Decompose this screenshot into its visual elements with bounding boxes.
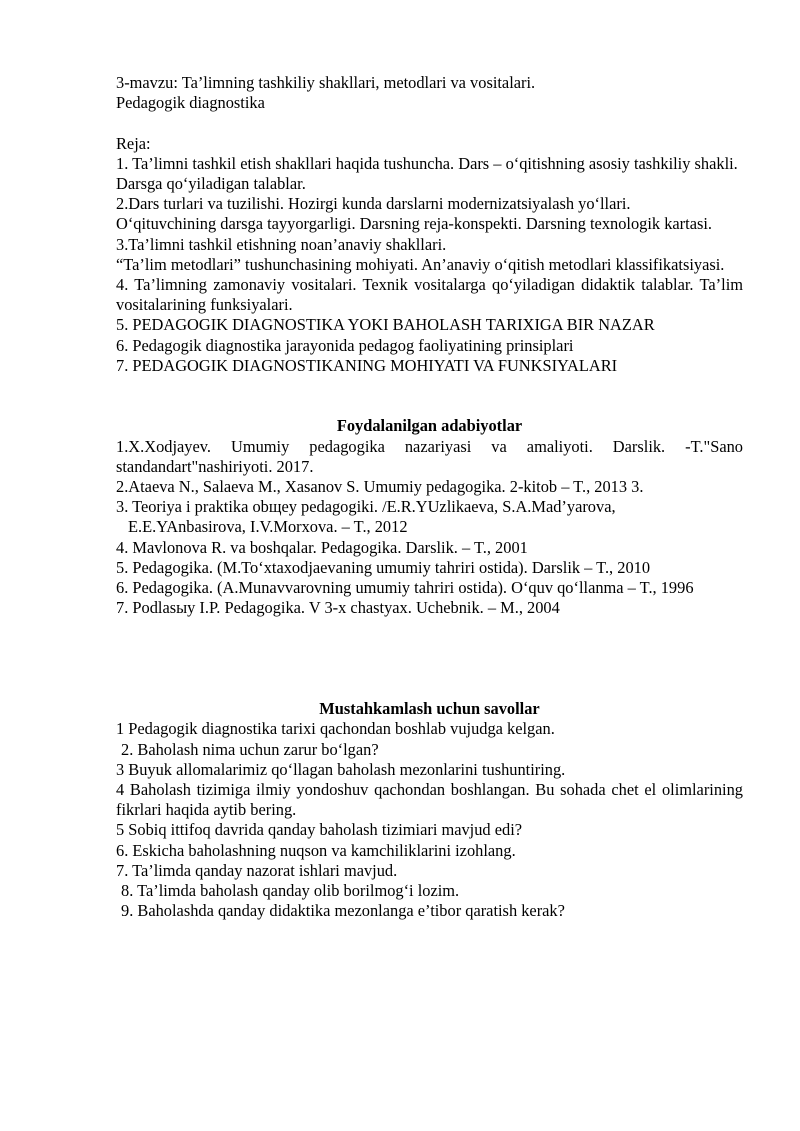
- question-item: 5 Sobiq ittifoq davrida qanday baholash tizimiari mavjud edi?: [116, 820, 523, 840]
- plan-item: 7. PEDAGOGIK DIAGNOSTIKANING MOHIYATI VA FUNKSIYALARI: [116, 355, 618, 375]
- spacer: [116, 639, 743, 659]
- spacer: [116, 396, 743, 416]
- question-item: 1 Pedagogik diagnostika tarixi qachondan boshlab vujudga kelgan.: [116, 719, 555, 739]
- plan-item: 5. PEDAGOGIK DIAGNOSTIKA YOKI BAHOLASH TARIXIGA BIR NAZAR: [116, 315, 655, 335]
- reference-item: 7. Podlasыy I.P. Pedagogika. V 3-x chastyax. Uchebnik. – M., 2004: [116, 598, 560, 618]
- spacer: [116, 618, 743, 638]
- plan-heading: Reja:: [116, 133, 151, 153]
- question-item: 9. Baholashda qanday didaktika mezonlanga e’tibor qaratish kerak?: [121, 901, 565, 921]
- questions-heading: Mustahkamlash uchun savollar: [319, 699, 540, 719]
- topic-subtitle: Pedagogik diagnostika: [116, 93, 265, 113]
- reference-item: 1.X.Xodjayev. Umumiy pedagogika nazariyasi va amaliyoti. Darslik. -T."Sano standandart"nashiriyoti. 2017.: [116, 436, 743, 476]
- plan-item: O‘qituvchining darsga tayyorgarligi. Darsning reja-konspekti. Darsning texnologik kartasi.: [116, 214, 713, 234]
- reference-item: 5. Pedagogika. (M.To‘xtaxodjaevaning umumiy tahriri ostida). Darslik – T., 2010: [116, 557, 651, 577]
- question-item: 4 Baholash tizimiga ilmiy yondoshuv qachondan boshlangan. Bu sohada chet el olimlarining fikrlari haqida aytib bering.: [116, 780, 743, 820]
- reference-item: 4. Mavlonova R. va boshqalar. Pedagogika. Darslik. – T., 2001: [116, 537, 528, 557]
- spacer: [116, 659, 743, 679]
- question-item: 8. Ta’limda baholash qanday olib borilmog‘i lozim.: [121, 881, 460, 901]
- question-item: 2. Baholash nima uchun zarur bo‘lgan?: [121, 739, 379, 759]
- reference-item: 2.Ataeva N., Salaeva M., Xasanov S. Umumiy pedagogika. 2-kitob – T., 2013 3.: [116, 477, 644, 497]
- spacer: [116, 376, 743, 396]
- plan-item: 4. Ta’limning zamonaviy vositalari. Texnik vositalarga qo‘yiladigan didaktik talablar. Ta’lim vositalarining funksiyalari.: [116, 275, 743, 315]
- question-item: 7. Ta’limda qanday nazorat ishlari mavjud.: [116, 860, 398, 880]
- plan-item: 1. Ta’limni tashkil etish shakllari haqida tushuncha. Dars – o‘qitishning asosiy tashkiliy shakli. Darsga qo‘yiladigan talablar.: [116, 153, 738, 193]
- topic-title: 3-mavzu: Ta’limning tashkiliy shakllari, metodlari va vositalari.: [116, 73, 536, 92]
- plan-item: 2.Dars turlari va tuzilishi. Hozirgi kunda darslarni modernizatsiyalash yo‘llari.: [116, 194, 631, 214]
- reference-item: E.E.YAnbasirova, I.V.Morxova. – T., 2012: [128, 517, 408, 537]
- reference-item: 3. Teoriya i praktika obщeу pedagogiki. /E.R.YUzlikaeva, S.A.Mad’yarova,: [116, 497, 616, 517]
- question-item: 3 Buyuk allomalarimiz qo‘llagan baholash mezonlarini tushuntiring.: [116, 759, 566, 779]
- spacer: [116, 679, 743, 699]
- plan-item: “Ta’lim metodlari” tushunchasining mohiyati. An’anaviy o‘qitish metodlari klassifikatsiyasi.: [116, 254, 725, 274]
- reference-item: 6. Pedagogika. (A.Munavvarovning umumiy tahriri ostida). O‘quv qo‘llanma – T., 1996: [116, 578, 694, 598]
- question-item: 6. Eskicha baholashning nuqson va kamchiliklarini izohlang.: [116, 840, 516, 860]
- plan-item: 3.Ta’limni tashkil etishning noan’anaviy shakllari.: [116, 234, 447, 254]
- spacer: [116, 113, 743, 133]
- references-heading: Foydalanilgan adabiyotlar: [336, 416, 523, 436]
- document-page: [116, 73, 743, 921]
- plan-item: 6. Pedagogik diagnostika jarayonida pedagog faoliyatining prinsiplari: [116, 335, 574, 355]
